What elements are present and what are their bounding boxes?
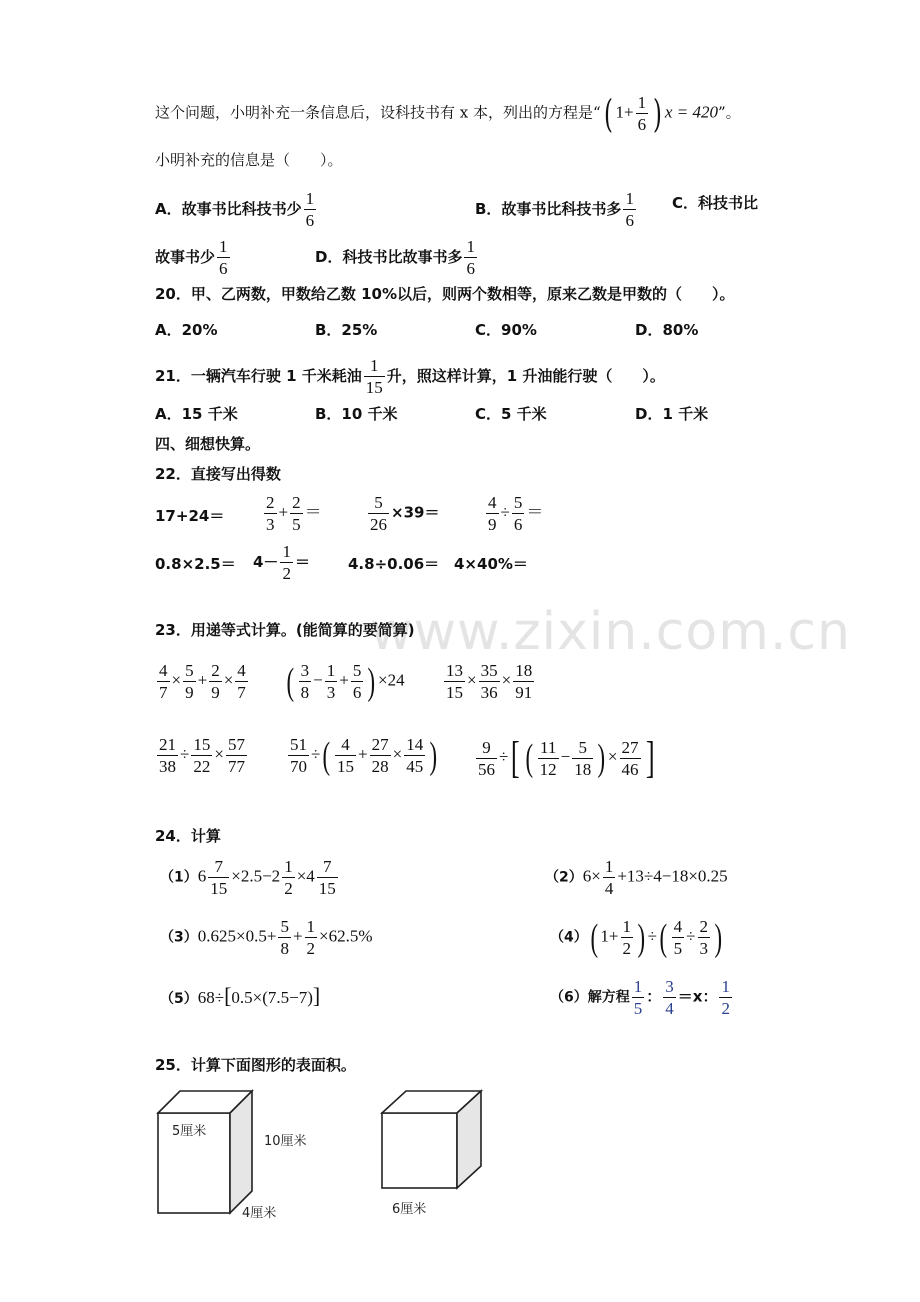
q22-expr-4: $\frac{4}{9}$ ÷ $\frac{5}{6}$ ＝ <box>488 493 544 534</box>
q22-expr-3: $\frac{5}{26}$ ×39＝ <box>370 493 440 534</box>
q22-expr-5: 0.8×2.5＝ <box>155 555 236 573</box>
q19-intro-line: 这个问题，小明补充一条信息后，设科技书有 x 本，列出的方程是“( 1+ $\frac{1}{6}$ ) x = 420”。 <box>155 91 741 136</box>
intro-after: ”。 <box>717 103 741 122</box>
q24-problem-2: （2）6× $\frac{1}{4}$ +13÷4−18×0.25 <box>545 857 728 898</box>
q19-stem: 小明补充的信息是（ ）。 <box>155 151 343 169</box>
label-4cm: 4厘米 <box>242 1206 277 1221</box>
eq-plus: + <box>624 102 634 122</box>
intro-text: 这个问题，小明补充一条信息后，设科技书有 x 本，列出的方程是“ <box>155 103 601 122</box>
q24-problem-4: （4）( 1+ $\frac{1}{2}$ ) ÷( $\frac{4}{5}$ ÷ $\frac{2}{3}$ ) <box>550 916 723 959</box>
q25-figures <box>150 1085 510 1230</box>
q23-expr-3: $\frac{13}{15}$ × $\frac{35}{36}$ × $\frac{18}{91}$ <box>446 661 533 702</box>
q19-option-b[interactable]: B．故事书比科技书多 $\frac{1}{6}$ <box>475 189 634 230</box>
q21-stem: 21．一辆汽车行驶 1 千米耗油 $\frac{1}{15}$ 升，照这样计算，1 升油能行驶（ ）。 <box>155 356 665 397</box>
q23-expr-5: $\frac{51}{70}$ ÷( $\frac{4}{15}$ + $\frac{27}{28}$ × $\frac{14}{45}$ ) <box>290 734 438 777</box>
eq-rest: x = 420 <box>664 102 718 122</box>
q22-expr-2: $\frac{2}{3}$ + $\frac{2}{5}$ ＝ <box>266 493 322 534</box>
q25-title: 25．计算下面图形的表面积。 <box>155 1056 356 1074</box>
q20-stem: 20．甲、乙两数，甲数给乙数 10%以后，则两个数相等，原来乙数是甲数的（ ）。 <box>155 285 735 303</box>
q19-option-c-cont[interactable]: 故事书少 $\frac{1}{6}$ <box>155 237 228 278</box>
q20-option-b[interactable]: B．25% <box>315 321 378 339</box>
label-6cm: 6厘米 <box>392 1202 427 1217</box>
label-10cm: 10厘米 <box>264 1134 307 1149</box>
q20-option-c[interactable]: C．90% <box>475 321 537 339</box>
q23-expr-2: ( $\frac{3}{8}$ − $\frac{1}{3}$ + $\frac{5}{6}$ ) ×24 <box>286 660 405 703</box>
q20-option-a[interactable]: A．20% <box>155 321 218 339</box>
q22-title: 22．直接写出得数 <box>155 465 281 483</box>
q22-expr-8: 4×40%＝ <box>454 555 528 573</box>
q19-option-d[interactable]: D．科技书比故事书多 $\frac{1}{6}$ <box>315 237 475 278</box>
q21-option-b[interactable]: B．10 千米 <box>315 405 398 423</box>
q22-expr-6: 4－ $\frac{1}{2}$ ＝ <box>253 542 310 583</box>
cuboid-figure <box>158 1091 252 1213</box>
q19-option-a[interactable]: A．故事书比科技书少 $\frac{1}{6}$ <box>155 189 315 230</box>
q21-option-a[interactable]: A．15 千米 <box>155 405 238 423</box>
q22-expr-7: 4.8÷0.06＝ <box>348 555 440 573</box>
q23-expr-4: $\frac{21}{38}$ ÷ $\frac{15}{22}$ × $\frac{57}{77}$ <box>159 735 245 776</box>
q22-expr-1: 17+24＝ <box>155 507 225 525</box>
label-5cm: 5厘米 <box>172 1124 207 1139</box>
q24-problem-3: （3）0.625×0.5+ $\frac{5}{8}$ + $\frac{1}{2}$ ×62.5% <box>160 917 373 958</box>
q24-problem-6: （6）解方程 $\frac{1}{5}$ ： $\frac{3}{4}$ ＝x： $\frac{1}{2}$ <box>550 977 730 1018</box>
q21-option-d[interactable]: D．1 千米 <box>635 405 709 423</box>
section-4-heading: 四、细想快算。 <box>155 435 261 453</box>
q21-option-c[interactable]: C．5 千米 <box>475 405 547 423</box>
q24-title: 24．计算 <box>155 827 221 845</box>
q23-expr-6: $\frac{9}{56}$ ÷[ ( $\frac{11}{12}$ − $\frac{5}{18}$ ) × $\frac{27}{46}$ ] <box>478 733 655 782</box>
q24-problem-1: （1）6 $\frac{7}{15}$ ×2.5−2 $\frac{1}{2}$ ×4 $\frac{7}{15}$ <box>160 857 336 898</box>
q23-title: 23．用递等式计算。(能简算的要简算) <box>155 621 415 639</box>
eq-one: 1 <box>615 102 624 122</box>
watermark: www.zixin.com.cn <box>370 602 851 662</box>
q19-option-c[interactable]: C．科技书比 <box>672 194 759 212</box>
eq-fraction: $\frac{1}{6}$ <box>637 93 647 134</box>
q23-expr-1: $\frac{4}{7}$ × $\frac{5}{9}$ + $\frac{2}{9}$ × $\frac{4}{7}$ <box>159 661 246 702</box>
cube-figure <box>382 1091 481 1188</box>
q20-option-d[interactable]: D．80% <box>635 321 699 339</box>
q24-problem-5: （5）68÷[0.5×(7.5−7)] <box>160 983 321 1008</box>
